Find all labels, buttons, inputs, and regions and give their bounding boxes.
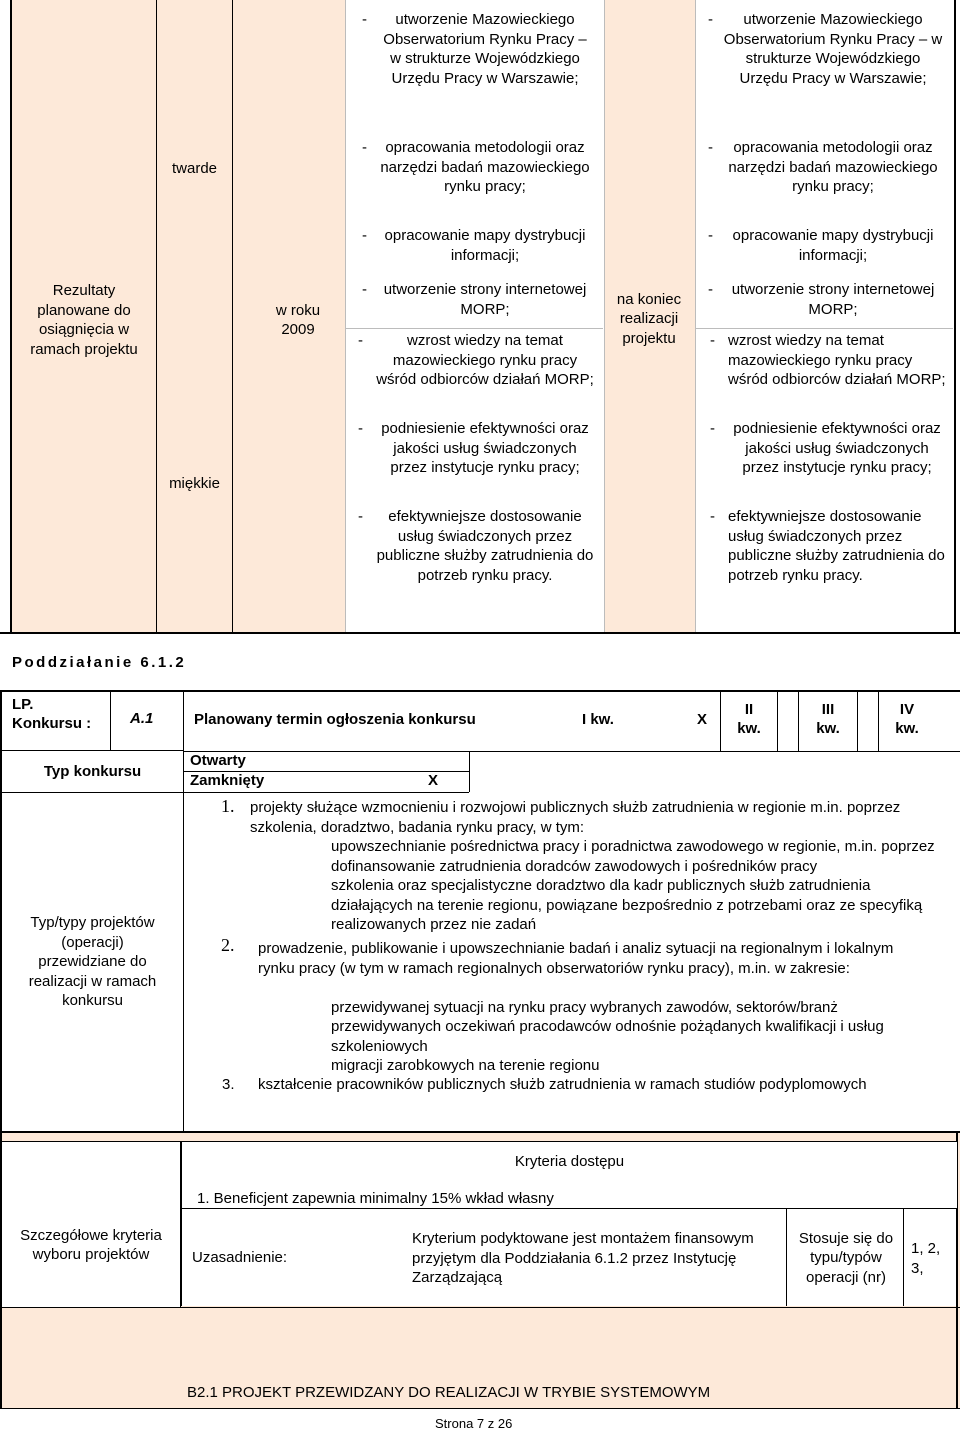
type-label: Typ konkursu — [43, 763, 142, 780]
dash: - — [708, 227, 713, 244]
section-title: Poddziałanie 6.1.2 — [12, 654, 187, 671]
access-label: Kryteria dostępu — [514, 1152, 625, 1170]
quarter-4 — [879, 700, 935, 738]
line — [0, 690, 960, 692]
page-number: Strona 7 z 26 — [435, 1416, 513, 1431]
detailed-label-text: Szczegółowe kryteria wyboru projektów — [20, 1226, 162, 1263]
type-2-number: 2. — [221, 935, 235, 955]
end-label — [605, 288, 693, 350]
left-item-1: - utworzenie Mazowieckiego Obserwatorium Rynku Pracy – w strukturze Wojewódzkiego Urzędu Pracy w Warszawie; — [362, 11, 587, 87]
type-2-text: prowadzenie, publikowanie i upowszechnianie badań i analiz sytuacji na regionalnym i lokalnym rynku pracy (w tym w ramach regionalnych obserwatoriów rynku pracy), m.in. w zakresie: — [258, 940, 894, 977]
lp-label: LP. Konkursu : — [12, 696, 92, 732]
left-item-6: - podniesienie efektywności oraz jakości usług świadczonych przez instytucje rynku pracy; — [358, 420, 589, 476]
year-label-text: w roku 2009 — [275, 301, 321, 338]
right-item-7: - efektywniejsze dostosowanie usług świadczonych przez publiczne służby zatrudnienia do potrzeb rynku pracy. — [710, 508, 945, 584]
line — [183, 692, 184, 792]
quarter-3-text: III kw. — [816, 701, 840, 737]
justification-label: Uzasadnienie: — [192, 1249, 288, 1266]
dash: - — [358, 508, 363, 525]
dash: - — [708, 281, 713, 298]
applies-value: 1, 2, 3, — [911, 1240, 941, 1277]
results-row-label — [12, 270, 156, 370]
right-item-6: - podniesienie efektywności oraz jakości usług świadczonych przez instytucje rynku pracy; — [710, 420, 941, 476]
line — [345, 328, 603, 329]
right-item-1: - utworzenie Mazowieckiego Obserwatorium Rynku Pracy – w strukturze Wojewódzkiego Urzędu Pracy w Warszawie; — [708, 11, 943, 87]
line — [469, 751, 470, 792]
line — [777, 692, 778, 751]
dash: - — [710, 508, 715, 525]
line — [695, 328, 953, 329]
hard-label: twarde — [171, 159, 218, 177]
right-item-4: - utworzenie strony internetowej MORP; — [708, 281, 935, 318]
line — [0, 1131, 960, 1133]
justification-text: Kryterium podyktowane jest montażem finansowym przyjętym dla Poddziałania 6.1.2 przez Instytucję Zarządzającą — [412, 1230, 754, 1286]
year-label — [262, 300, 334, 340]
left-item-2: - opracowania metodologii oraz narzędzi badań mazowieckiego rynku pracy; — [362, 139, 590, 195]
dash: - — [362, 139, 367, 156]
line — [857, 692, 858, 751]
line — [156, 0, 157, 632]
left-item-5: - wzrost wiedzy na temat mazowieckiego rynku pracy wśród odbiorców działań MORP; — [358, 332, 594, 388]
projects-label — [2, 793, 183, 1131]
line — [0, 1408, 960, 1409]
right-item-3: - opracowanie mapy dystrybucji informacji; — [708, 227, 934, 264]
line — [954, 0, 956, 632]
line — [183, 751, 960, 752]
dash: - — [362, 11, 367, 28]
quarter-1-mark: X — [697, 711, 708, 728]
type-1b-text: szkolenia oraz specjalistyczne doradztwo dla kadr publicznych służb zatrudnienia działających na terenie regionu, powiązane bezpośrednio z potrzebami oraz ze specyfiką realizowanych przez nie zadań — [331, 877, 923, 933]
type-1-text: projekty służące wzmocnieniu i rozwojowi publicznych służb zatrudnienia w regionie m.in. poprzez szkolenia, doradztwo, badania rynku pracy, w tym: — [250, 799, 901, 836]
projects-label-text: Typ/typy projektów (operacji) przewidziane do realizacji w ramach konkursu — [28, 914, 157, 1010]
results-row-label-text: Rezultaty planowane do osiągnięcia w ramach projektu — [30, 282, 138, 358]
open-label: Otwarty — [190, 752, 246, 769]
type-3-text: kształcenie pracowników publicznych służb zatrudnienia w ramach studiów podyplomowych — [258, 1076, 867, 1093]
right-item-5: - wzrost wiedzy na temat mazowieckiego rynku pracy wśród odbiorców działań MORP; — [710, 332, 946, 388]
closed-label: Zamknięty — [190, 772, 265, 789]
right-item-2: - opracowania metodologii oraz narzędzi badań mazowieckiego rynku pracy; — [708, 139, 938, 195]
quarter-4-text: IV kw. — [895, 701, 919, 737]
dash: - — [708, 11, 713, 28]
line — [183, 792, 469, 793]
applies-label — [788, 1210, 904, 1306]
type-1a-text: upowszechnianie pośrednictwa pracy i poradnictwa zawodowego w regionie, m.in. poprzez dofinansowanie zatrudnienia doradców zawodowych i pośredników pracy — [331, 838, 935, 875]
left-item-3: - opracowanie mapy dystrybucji informacji; — [362, 227, 586, 264]
type-2b-text: przewidywanych oczekiwań pracodawców odnośnie pożądanych kwalifikacji i usług szkoleniowych — [331, 1018, 884, 1055]
detailed-label — [2, 1215, 180, 1275]
type-1-number: 1. — [221, 796, 235, 816]
b2-title: B2.1 PROJEKT PRZEWIDZANY DO REALIZACJI W TRYBIE SYSTEMOWYM — [187, 1384, 711, 1401]
line — [0, 632, 960, 634]
dash: - — [358, 332, 363, 349]
type-2c-text: migracji zarobkowych na terenie regionu — [331, 1057, 600, 1074]
line — [110, 692, 111, 750]
quarter-2 — [721, 700, 777, 738]
lp-value: A.1 — [130, 710, 154, 727]
soft-label: miękkie — [169, 474, 220, 492]
left-item-4: - utworzenie strony internetowej MORP; — [362, 281, 587, 318]
type-3-number: 3. — [222, 1076, 235, 1093]
dash: - — [710, 420, 715, 437]
planned-label: Planowany termin ogłoszenia konkursu — [194, 711, 476, 728]
line — [0, 1307, 960, 1308]
dash: - — [362, 281, 367, 298]
quarter-2-text: II kw. — [737, 701, 761, 737]
dash: - — [708, 139, 713, 156]
end-label-text: na koniec realizacji projektu — [616, 290, 682, 347]
type-2a-text: przewidywanej sytuacji na rynku pracy wybranych zawodów, sektorów/branż — [331, 999, 838, 1016]
dash: - — [362, 227, 367, 244]
line — [232, 0, 233, 632]
dash: - — [358, 420, 363, 437]
criteria-item-1: 1. Beneficjent zapewnia minimalny 15% wkład własny — [197, 1190, 554, 1207]
left-item-7: - efektywniejsze dostosowanie usług świadczonych przez publiczne służby zatrudnienia do potrzeb rynku pracy. — [358, 508, 594, 584]
applies-label-text: Stosuje się do typu/typów operacji (nr) — [798, 1229, 894, 1286]
quarter-3 — [799, 700, 857, 738]
line — [183, 792, 184, 1131]
closed-mark: X — [428, 772, 439, 789]
dash: - — [710, 332, 715, 349]
quarter-1: I kw. — [582, 711, 614, 728]
